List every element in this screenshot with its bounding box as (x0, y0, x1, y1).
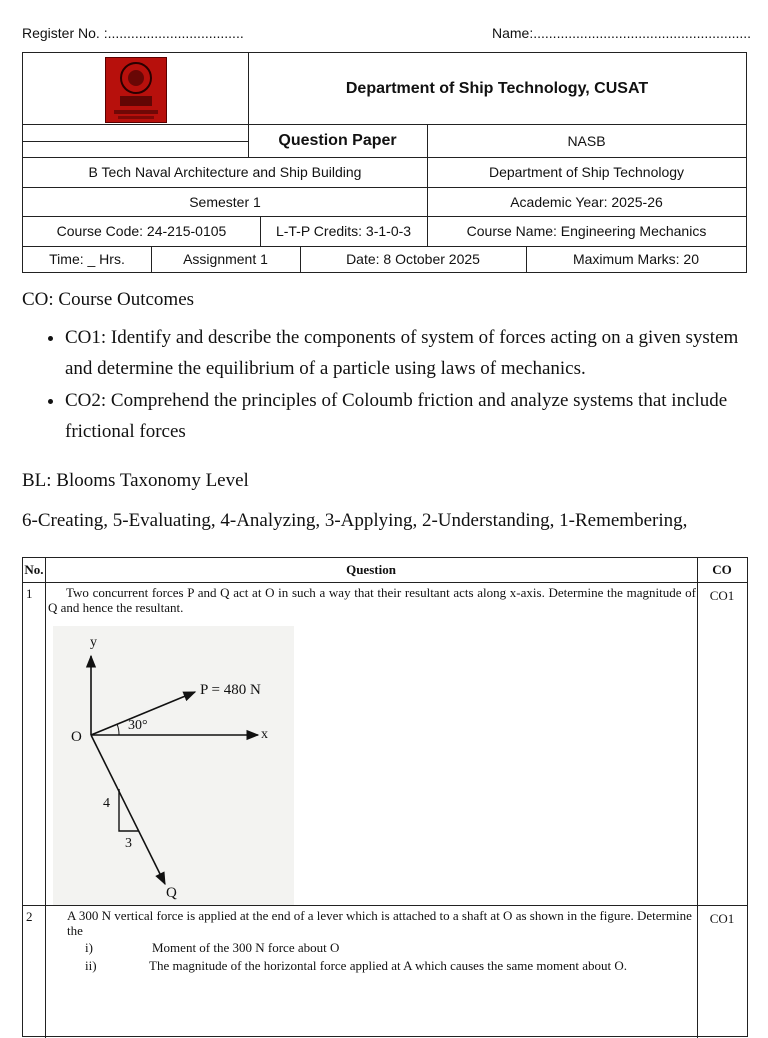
ltp-credits: L-T-P Credits: 3-1-0-3 (275, 223, 412, 239)
exam-date: Date: 8 October 2025 (346, 251, 480, 267)
semester: Semester 1 (189, 193, 261, 210)
figure-p-label: P = 480 N (200, 682, 261, 698)
question-2-sub2-text: The magnitude of the horizontal force applied at A which causes the same moment about O. (149, 958, 627, 973)
question-2-co: CO1 (709, 911, 735, 926)
blooms-levels: 6-Creating, 5-Evaluating, 4-Analyzing, 3-Applying, 2-Understanding, 1-Remembering, (22, 510, 688, 531)
question-1-number: 1 (26, 586, 33, 601)
question-1-co: CO1 (709, 588, 735, 603)
column-header-co: CO (712, 562, 732, 577)
maximum-marks: Maximum Marks: 20 (572, 251, 700, 267)
paper-type: Question Paper (278, 131, 397, 149)
course-code: Course Code: 24-215-0105 (56, 223, 227, 239)
course-outcome-item: • CO1: Identify and describe the components of system of forces acting on a given system and determine the equilibrium of a particle using laws of mechanics. (65, 322, 765, 384)
figure-slope-rise: 4 (103, 796, 110, 811)
figure-slope-run: 3 (125, 836, 132, 851)
question-2-sub1-text: Moment of the 300 N force about O (152, 940, 340, 955)
course-outcome-item: • CO2: Comprehend the principles of Coloumb friction and analyze systems that include frictional forces (65, 385, 765, 447)
exam-time: Time: _ Hrs. (49, 251, 125, 267)
assignment-number: Assignment 1 (183, 251, 268, 267)
department-name: Department of Ship Technology (488, 164, 685, 180)
question-1-text: Two concurrent forces P and Q act at O in such a way that their resultant acts along x-axis. Determine the magnitude of Q and hence the resultant. (48, 585, 696, 615)
question-2-intro-text: A 300 N vertical force is applied at the end of a lever which is attached to a shaft at O as shown in the figure. Determine the (67, 908, 692, 938)
question-2-intro (67, 908, 692, 938)
figure-y-label: y (90, 635, 97, 650)
angle-arc (117, 724, 119, 735)
column-header-number: No. (24, 562, 44, 577)
figure-angle-label: 30° (128, 718, 148, 733)
column-header-question: Question (346, 562, 396, 577)
figure-q-label: Q (166, 885, 177, 901)
question-2-sub2-number: ii) (85, 958, 97, 973)
university-crest-icon (105, 57, 167, 123)
course-name: Course Name: Engineering Mechanics (466, 223, 707, 239)
figure-origin-label: O (71, 729, 82, 745)
question-2-sub1-number: i) (85, 940, 93, 955)
questions-table (22, 557, 748, 1037)
programme-name: B Tech Naval Architecture and Ship Building (88, 164, 362, 180)
academic-year: Academic Year: 2025-26 (510, 193, 663, 210)
department-title: Department of Ship Technology, CUSAT (345, 79, 649, 97)
figure-x-label: x (261, 727, 268, 742)
header-table (22, 52, 747, 273)
student-name-label: Name:........................................................ (492, 25, 752, 41)
course-outcomes-list (22, 322, 765, 448)
course-outcomes-heading: CO: Course Outcomes (22, 289, 195, 310)
blooms-heading: BL: Blooms Taxonomy Level (22, 470, 249, 491)
question-2-number: 2 (26, 909, 33, 924)
paper-code: NASB (567, 132, 606, 149)
register-number-label: Register No. :................................... (22, 25, 244, 41)
force-diagram-figure (53, 626, 294, 905)
